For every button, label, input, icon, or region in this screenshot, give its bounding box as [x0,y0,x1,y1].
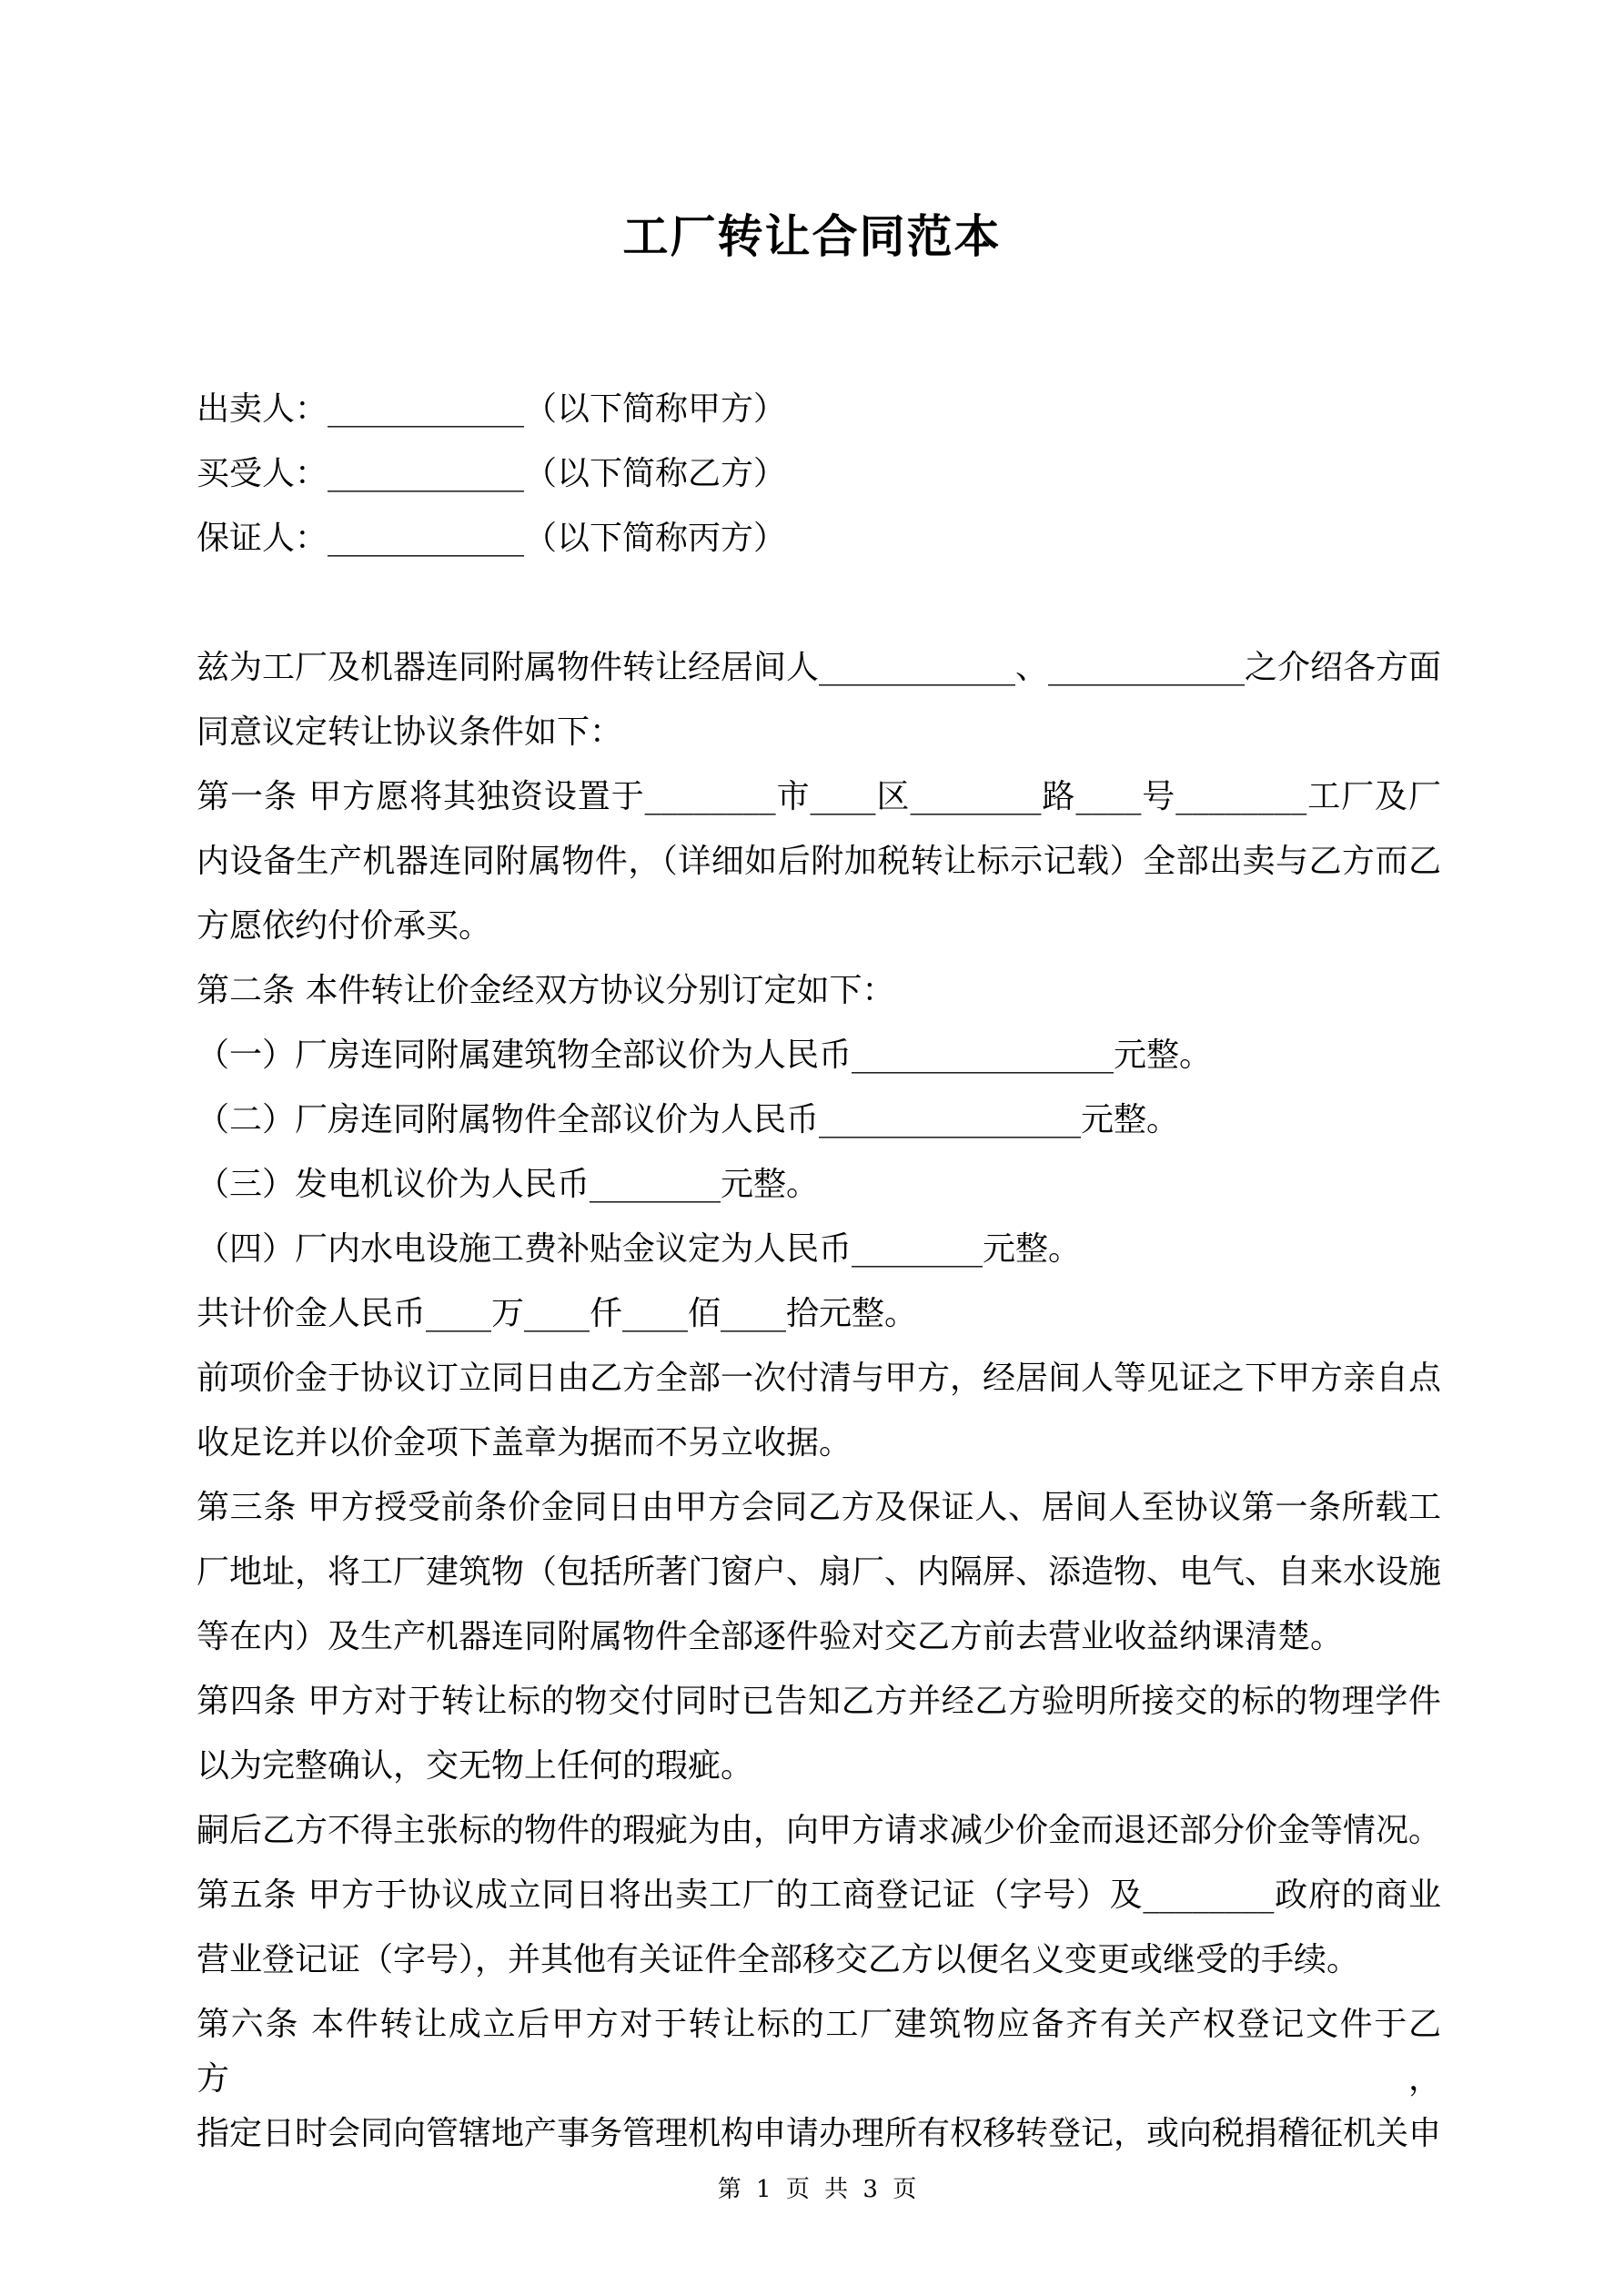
party-buyer: 买受人：____________（以下简称乙方） [197,455,787,492]
body-line: 前项价金于协议订立同日由乙方全部一次付清与甲方，经居间人等见证之下甲方亲自点 [197,1360,1442,1397]
body-line: 以为完整确认，交无物上任何的瑕疵。 [197,1747,754,1785]
party-guarantor: 保证人：____________（以下简称丙方） [197,520,787,557]
page-footer: 第 1 页 共 3 页 [717,2176,921,2203]
body-line: 第六条 本件转让成立后甲方对于转让标的工厂建筑物应备齐有关产权登记文件于乙方， [197,2006,1441,2098]
document-title: 工厂转让合同范本 [622,209,1002,263]
body-line: 方愿依约付价承买。 [197,907,492,945]
body-line: （二）厂房连同附属物件全部议价为人民币________________元整。 [197,1101,1180,1138]
body-line: 厂地址，将工厂建筑物（包括所著门窗户、扇厂、内隔屏、添造物、电气、自来水设施 [197,1553,1442,1591]
body-line: （三）发电机议价为人民币________元整。 [197,1166,820,1203]
body-line: 指定日时会同向管辖地产事务管理机构申请办理所有权移转登记，或向税捐稽征机关申 [197,2115,1442,2152]
body-line: （一）厂房连同附属建筑物全部议价为人民币________________元整。 [197,1037,1213,1074]
parties-block [197,382,1441,576]
body-line: 等在内）及生产机器连同附属物件全部逐件验对交乙方前去营业收益纳课清楚。 [197,1618,1344,1655]
contract-body [197,641,1441,2171]
body-line: 兹为工厂及机器连同附属物件转让经居间人____________、____________之介绍各方面 [197,649,1442,686]
body-line: 内设备生产机器连同附属物件，（详细如后附加税转让标示记载）全部出卖与乙方而乙 [197,843,1441,880]
body-line: 共计价金人民币____万____仟____佰____拾元整。 [197,1295,918,1332]
body-line: 同意议定转让协议条件如下： [197,713,623,751]
body-line: 第三条 甲方授受前条价金同日由甲方会同乙方及保证人、居间人至协议第一条所载工 [197,1489,1441,1526]
content-flow [197,641,1441,2244]
body-line: 营业登记证（字号），并其他有关证件全部移交乙方以便名义变更或继受的手续。 [197,1941,1360,1978]
body-line: 第二条 本件转让价金经双方协议分别订定如下： [197,972,895,1009]
body-line: 第一条 甲方愿将其独资设置于________市____区________路____号________工厂及厂 [197,778,1441,815]
party-seller: 出卖人：____________（以下简称甲方） [197,390,787,428]
body-line: 嗣后乙方不得主张标的物件的瑕疵为由，向甲方请求减少价金而退还部分价金等情况。 [197,1812,1442,1849]
body-line: 第五条 甲方于协议成立同日将出卖工厂的工商登记证（字号）及________政府的商业 [197,1876,1441,1914]
body-line: 收足讫并以价金项下盖章为据而不另立收据。 [197,1424,852,1462]
body-line: 第四条 甲方对于转让标的物交付同时已告知乙方并经乙方验明所接交的标的物理学件 [197,1683,1441,1720]
body-line: （四）厂内水电设施工费补贴金议定为人民币________元整。 [197,1230,1082,1268]
